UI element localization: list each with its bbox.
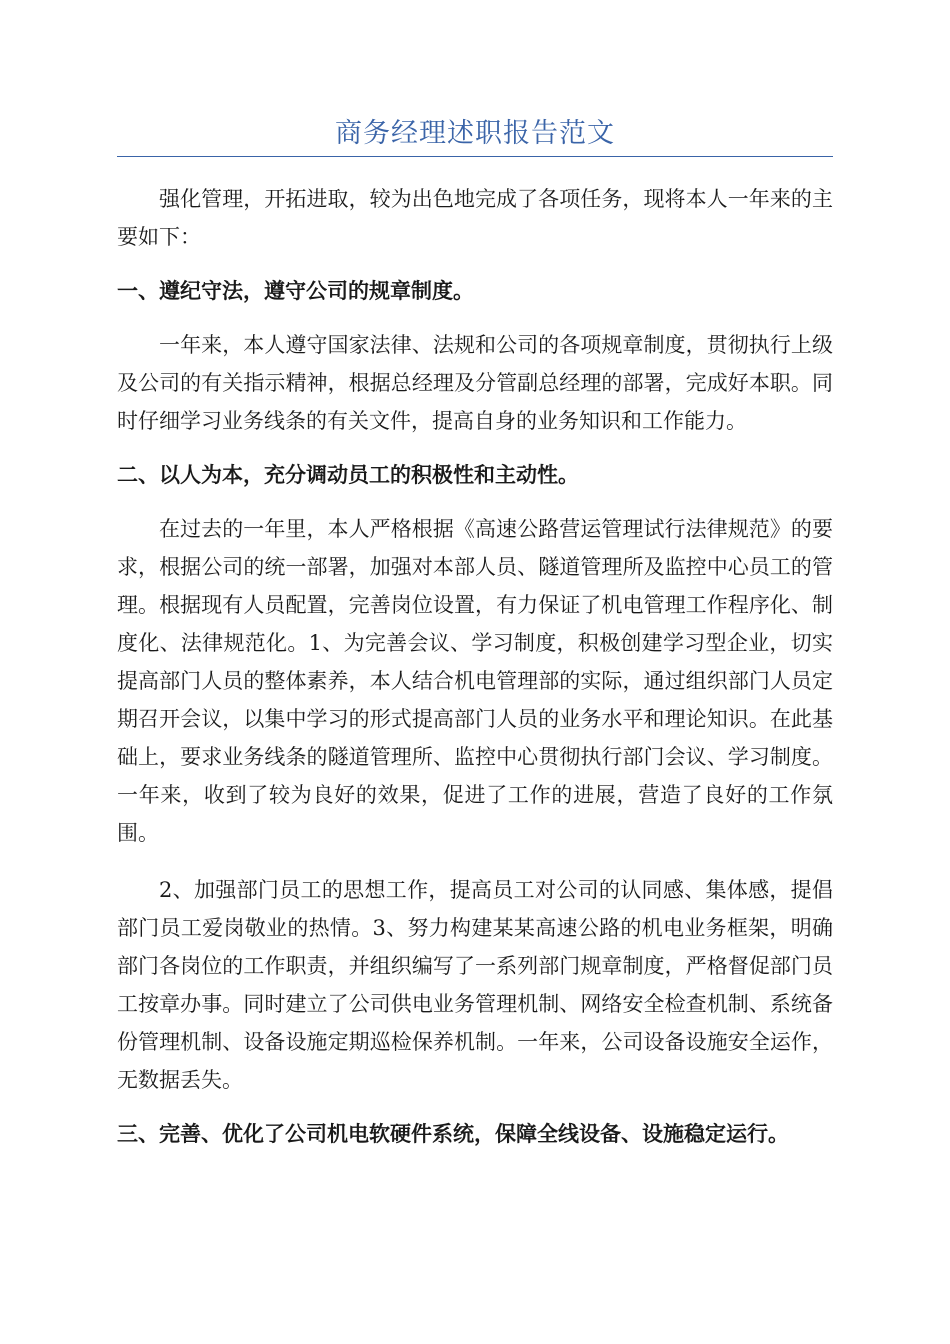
section-2-paragraph-2: 2、加强部门员工的思想工作，提高员工对公司的认同感、集体感，提倡部门员工爱岗敬业的热情。3、努力构建某某高速公路的机电业务框架，明确部门各岗位的工作职责，并组织编写了一系列部门规章制度，严格督促部门员工按章办事。同时建立了公司供电业务管理机制、网络安全检查机制、系统备份管理机制、设备设施定期巡检保养机制。一年来，公司设备设施安全运作，无数据丢失。 bbox=[117, 878, 833, 1092]
section-3-heading: 三、完善、优化了公司机电软硬件系统，保障全线设备、设施稳定运行。 bbox=[117, 1121, 789, 1146]
section-2-heading: 二、以人为本，充分调动员工的积极性和主动性。 bbox=[117, 462, 579, 487]
section-2-paragraph-1: 在过去的一年里，本人严格根据《高速公路营运管理试行法律规范》的要求，根据公司的统一部署，加强对本部人员、隧道管理所及监控中心员工的管理。根据现有人员配置，完善岗位设置，有力保证了机电管理工作程序化、制度化、法律规范化。1、为完善会议、学习制度，积极创建学习型企业，切实提高部门人员的整体素养，本人结合机电管理部的实际，通过组织部门人员定期召开会议，以集中学习的形式提高部门人员的业务水平和理论知识。在此基础上，要求业务线条的隧道管理所、监控中心贯彻执行部门会议、学习制度。一年来，收到了较为良好的效果，促进了工作的进展，营造了良好的工作氛围。 bbox=[117, 517, 833, 845]
section-1-heading: 一、遵纪守法，遵守公司的规章制度。 bbox=[117, 278, 474, 303]
section-1-paragraph-1: 一年来，本人遵守国家法律、法规和公司的各项规章制度，贯彻执行上级及公司的有关指示精神，根据总经理及分管副总经理的部署，完成好本职。同时仔细学习业务线条的有关文件，提高自身的业务知识和工作能力。 bbox=[117, 333, 833, 433]
document-page bbox=[117, 114, 833, 1153]
intro-paragraph: 强化管理，开拓进取，较为出色地完成了各项任务，现将本人一年来的主要如下： bbox=[117, 187, 833, 249]
document-title: 商务经理述职报告范文 bbox=[335, 118, 615, 149]
